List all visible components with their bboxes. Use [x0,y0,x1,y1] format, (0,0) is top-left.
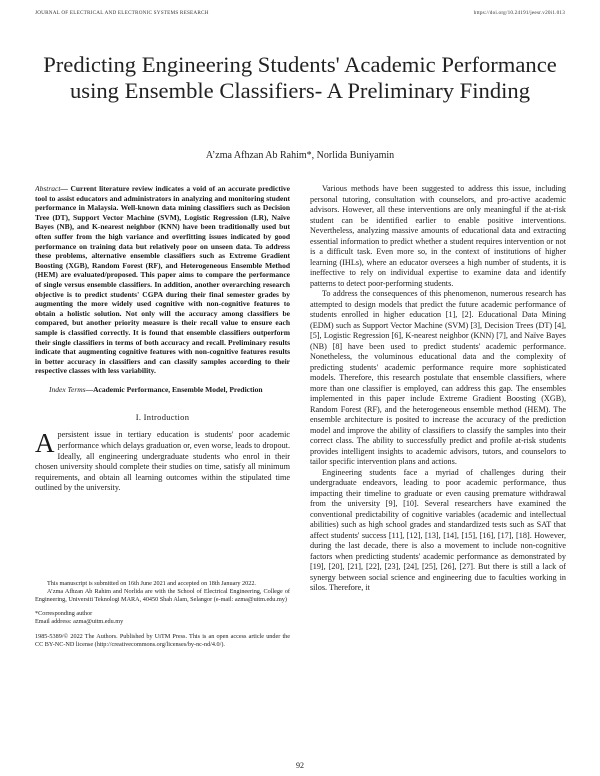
abstract [35,184,290,376]
footnote-submitted: This manuscript is submitted on 16th June 2021 and accepted on 18th January 2022. [47,580,256,587]
index-terms-text: —Academic Performance, Ensemble Model, Prediction [85,384,263,394]
footnotes [35,580,290,649]
index-terms [35,385,290,395]
index-terms-label: Index Terms [49,384,86,394]
right-column [310,184,566,594]
abstract-label: Abstract [35,184,61,193]
section-heading-introduction: I. Introduction [135,412,190,423]
abstract-text: — Current literature review indicates a void of an accurate predictive tool to assist educators and administrators in analyzing and monitoring student performance in Malaysia. Well-known data mining classifiers such as Decision Tree (DT), Support Vector Machine (SVM), Logistic Regression (LR), Naïve Bayes (NB), and K-nearest neighbor (KNN) have been traditionally used but often suffer from the high variance and overfitting issues indicated by good performance on training data but relatively poor on unseen data. To address these problems, alternative ensemble classifiers such as Extreme Gradient Boosting (XGB), Random Forest (RF), and Heterogeneous Ensemble Method (HEM) are evaluated/proposed. This paper aims to compare the performance of single versus ensemble classifiers. In addition, another overarching research objective is to predict students' CGPA during their final semester grades by augmenting the more widely used cognitive with non-cognitive features to obtain a holistic solution. Not only will the accuracy among classifiers be compared, but another priority measure is their recall value to ensure each sample is classified correctly. It is found that ensemble classifiers outperform their single classifiers in terms of both accuracy and recall. Preliminary results indicate that augmenting cognitive features with non-cognitive features results in better accuracy in classifiers and can classify samples according to their respective classes with less variability. [35,184,290,376]
footnote-affiliation: A’zma Afhzan Ab Rahim and Norlida are with the School of Electrical Engineering, College of Engineering, Universiti Teknologi MARA, 40450 Shah Alam, Selangor (e-mail: azma@uitm.edu.my) [35,587,290,603]
authors: A’zma Afhzan Ab Rahim*, Norlida Buniyamin [205,150,395,161]
paper-title: Predicting Engineering Students' Academic Performance using Ensemble Classifiers- A Preliminary Finding [43,52,557,103]
right-paragraph-3: Engineering students face a myriad of challenges during their undergraduate endeavors, leading to poor academic performance, thus impacting their timeline to graduate or even causing premature withdrawal from the university [9], [10]. Several researchers have examined the conventional predictability of cognitive variables (academic and intellectual abilities) such as high school grades and standardized tests such as SAT that affect students' success [11], [12], [13], [14], [15], [16], [17], [18]. However, during the last decade, there is also a movement to include non-cognitive factors when predicting students' academic performance as demonstrated by [19], [20], [21], [22], [23], [24], [25], [26], [27]. But there is still a lack of synergy between social science and engineering due to faculties working in silos. Therefore, it [310,467,566,592]
journal-header: JOURNAL OF ELECTRICAL AND ELECTRONIC SYSTEMS RESEARCH [35,10,209,16]
introduction-text: persistent issue in tertiary education is students' poor academic performance which delays graduation or, even worse, leads to dropout. Ideally, all engineering undergraduate students who enrol in their chosen university should complete their studies on time, satisfy all minimum requirements, and obtain all learning outcomes within the stipulated time outlined by the university. [35,430,290,493]
doi-header: https://doi.org/10.24191/jeesr.v20i1.013 [473,10,565,16]
left-column [35,184,290,494]
footnote-license: 1985-5389/© 2022 The Authors. Published by UiTM Press. This is an open access article under the CC BY-NC-ND license (http://creativecommons.org/licenses/by-nc-nd/4.0/). [35,632,290,648]
right-paragraph-1: Various methods have been suggested to address this issue, including personal tutoring, consultation with counselors, and pro-active academic advisors. However, all these interventions are only meaningful if the at-risk student can be identified earlier to enable positive interventions. Nevertheless, analyzing massive amounts of educational data and extracting essential information to predict whether a student requires intervention or not is a difficult task. Even more so, in the context of institutions of higher learning (IHLs), where an educator oversees a high number of students, it is ineffective to rely on individual expertise to examine data and identify patterns to detect poor-performing students. [310,184,566,288]
right-paragraph-2: To address the consequences of this phenomenon, numerous research has attempted to design models that predict the future academic performance of students enrolled in higher education [1], [2]. Educational Data Mining (EDM) such as Support Vector Machine (SVM) [3], Decision Trees (DT) [4], [5], Logistic Regression [6], K-nearest neighbor (KNN) [7], and Naïve Bayes (NB) [8] have been used to predict students' academic performance. Nonetheless, the voluminous educational data and the complexity of predicting students' academic performance require more sophisticated models. Therefore, this research postulate that ensemble classifiers, where more than one classifier is employed, can address this gap. The ensembles implemented in this paper include Extreme Gradient Boosting (XGB), Random Forest (RF), and the heterogeneous ensemble method (HEM). The ensemble architecture is posited to increase the accuracy of the prediction model and improve the ability of classifiers to classify the samples into their correct class. The ability to successfully predict and profile at-risk students provides intelligent insights to academic advisors, tutors, and counselors to tailor specific intervention plans and actions. [310,289,566,466]
introduction-paragraph [35,430,290,494]
footnote-email: Email address: azma@uitm.edu.my [35,618,124,626]
page-number: 92 [296,761,304,770]
footnote-corresponding: *Corresponding author [35,610,93,618]
drop-cap: A [35,428,55,459]
